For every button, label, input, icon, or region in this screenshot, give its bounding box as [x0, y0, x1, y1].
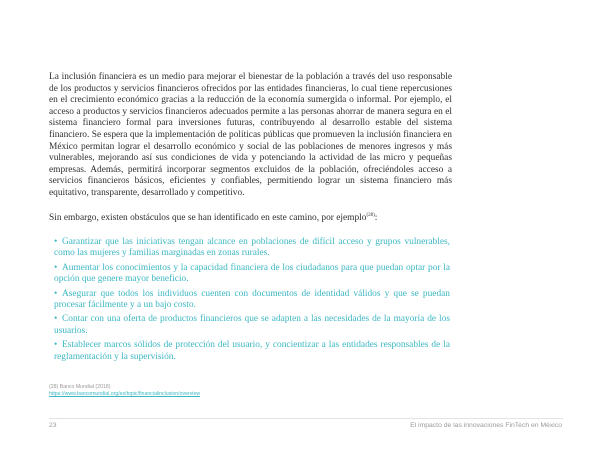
footer-divider: [49, 418, 563, 419]
footnote-label: (28) Banco Mundial (2018): [49, 384, 111, 390]
list-item-text: Aumentar los conocimientos y la capacidad financiera de los ciudadanos para que puedan optar por la opción que genere mayor beneficio.: [54, 262, 450, 285]
list-item-text: Establecer marcos sólidos de protección del usuario, y concientizar a las entidades responsables de la reglamentación y la supervisión.: [54, 340, 450, 362]
list-item: [54, 237, 450, 260]
bullet-icon: •: [54, 237, 58, 247]
footnote: [49, 384, 349, 398]
footnote-link[interactable]: https://www.bancomundial.org/es/topic/financialinclusion/overview: [49, 391, 201, 397]
footnote-reference[interactable]: (28): [366, 212, 375, 218]
bullet-icon: •: [54, 288, 58, 299]
list-item-text: Garantizar que las iniciativas tengan alcance en poblaciones de difícil acceso y grupos vulnerables, como las mujeres y familias marginadas en zonas rurales.: [54, 237, 450, 259]
list-item-text: Asegurar que todos los individuos cuenten con documentos de identidad válidos y que se puedan procesar fácilmente y a un bajo costo.: [54, 288, 450, 311]
lead-text: Sin embargo, existen obstáculos que se han identificado en este camino, por ejemplo: [49, 213, 367, 223]
bullet-icon: •: [54, 262, 58, 273]
list-item: [54, 340, 450, 363]
list-item: [54, 289, 450, 312]
lead-colon: :: [374, 213, 378, 223]
obstacles-list: [54, 237, 450, 366]
list-item: [54, 314, 450, 337]
page-number: 23: [49, 422, 57, 429]
intro-paragraph: La inclusión financiera es un medio para mejorar el bienestar de la población a través del uso responsable de los productos y servicios financieros ofrecidos por las entidades financieras, lo cual tiene repercusiones en el crecimiento económico gracias a la reducción de la economía sumergida o informal. Por ejemplo, el acceso a productos y servicios financieros adecuados permite a las personas ahorrar de manera segura en el sistema financiero formal para inversiones futuras, contribuyendo al desarrollo estable del sistema financiero. Se espera que la implementación de políticas públicas que promueven la inclusión financiera en México permitan lograr el desarrollo económico y social de las poblaciones de menores ingresos y más vulnerables, mejorando así sus condiciones de vida y potenciando la actividad de las micro y pequeñas empresas. Además, permitirá incorporar segmentos excluidos de la población, ofreciéndoles acceso a servicios financieros básicos, eficientes y confiables, permitiendo lograr un sistema financiero más equitativo, transparente, desarrollado y competitivo.: [49, 72, 452, 198]
obstacles-lead-sentence: [49, 213, 469, 225]
list-item: [54, 263, 450, 286]
list-item-text: Contar con una oferta de productos financieros que se adapten a las necesidades de la mayoría de los usuarios.: [54, 314, 450, 336]
bullet-icon: •: [54, 314, 58, 325]
running-title: El impacto de las innovaciones FinTech en México: [410, 422, 562, 429]
bullet-icon: •: [54, 340, 58, 351]
